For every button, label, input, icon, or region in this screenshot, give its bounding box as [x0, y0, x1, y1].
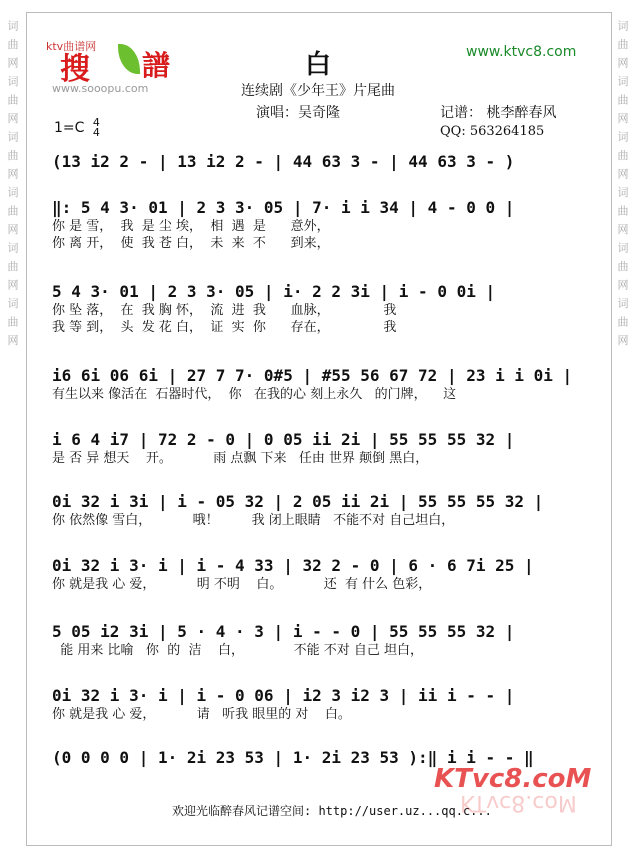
- footer-text[interactable]: 欢迎光临醉春风记谱空间: http://user.uz...qq.c...: [172, 804, 492, 818]
- lyric-line: 你 依然像 雪白， 哦！ 我 闭上眼睛 不能不对 自己坦白，: [52, 513, 455, 528]
- score-row: [52, 430, 582, 467]
- score-row: [52, 198, 582, 252]
- logo-second-char: 譜: [142, 49, 171, 82]
- notation-line: 5 05 i2 3i | 5 · 4 · 3 | i - - 0 | 55 55 55 32 |: [52, 622, 515, 641]
- lyric-line: 我 等 到， 头 发 花 白， 证 实 你 存在， 我: [52, 320, 397, 335]
- score-row: [52, 492, 582, 529]
- logo-url: www.sooopu.com: [52, 82, 149, 95]
- score-row: [52, 152, 582, 172]
- lyric-line: 你 就是我 心 爱， 请 听我 眼里的 对 白。: [52, 707, 351, 722]
- notation-line: 0i 32 i 3· i | i - 0 06 | i2 3 i2 3 | ii i - - |: [52, 686, 515, 705]
- logo-main-char: 搜: [60, 52, 90, 87]
- lyric-line: 是 否 异 想天 开。 雨 点飘 下来 任由 世界 颠倒 黑白，: [52, 451, 429, 466]
- notation-line: (0 0 0 0 | 1· 2i 23 53 | 1· 2i 23 53 ):‖ i i - - ‖: [52, 748, 534, 767]
- score-row: [52, 366, 582, 403]
- lyric-line: 你 就是我 心 爱， 明 不明 白。 还 有 什么 色彩，: [52, 577, 432, 592]
- lyric-line: 你 离 开， 使 我 苍 白， 未 来 不 到来，: [52, 236, 330, 251]
- score-row: [52, 556, 582, 593]
- notation-line: 5 4 3· 01 | 2 3 3· 05 | i· 2 2 3i | i - 0 0i |: [52, 282, 496, 301]
- song-title: 白: [304, 50, 331, 80]
- lyric-line: 你 坠 落， 在 我 胸 怀， 流 进 我 血脉， 我: [52, 303, 397, 318]
- key-signature: [54, 118, 100, 138]
- key-label: 1=C: [54, 120, 85, 136]
- lyric-line: 你 是 雪， 我 是 尘 埃， 相 遇 是 意外，: [52, 219, 330, 234]
- notation-line: 0i 32 i 3· i | i - 4 33 | 32 2 - 0 | 6 · 6 7i 25 |: [52, 556, 534, 575]
- lyric-line: 有生以来 像活在 石器时代， 你 在我的心 刻上永久 的门牌， 这: [52, 387, 457, 402]
- lyric-line: 能 用来 比喻 你 的 洁 白， 不能 不对 自己 坦白，: [52, 643, 423, 658]
- notation-line: 0i 32 i 3i | i - 05 32 | 2 05 ii 2i | 55 55 55 32 |: [52, 492, 544, 511]
- side-watermark-right: 词 曲 网 词 曲 网 词 曲 网 词 曲 网 词 曲 网 词 曲 网: [616, 20, 629, 348]
- notation-line: i 6 4 i7 | 72 2 - 0 | 0 05 ii 2i | 55 55 55 32 |: [52, 430, 515, 449]
- time-signature: [93, 118, 100, 138]
- watermark-reflection: KTvc8.coM: [460, 790, 577, 815]
- notation-line: ‖: 5 4 3· 01 | 2 3 3· 05 | 7· i i 34 | 4 - 0 0 |: [52, 198, 515, 217]
- qq-number: QQ: 563264185: [440, 124, 545, 139]
- score-row: [52, 282, 582, 336]
- score-row: [52, 686, 582, 723]
- singer-credit: 演唱：吴奇隆: [256, 105, 340, 121]
- notation-line: (13 i2 2 - | 13 i2 2 - | 44 63 3 - | 44 63 3 - ): [52, 152, 515, 171]
- logo-top-text: ktv曲谱网: [46, 40, 97, 53]
- watermark-logo: KTvc8.coM: [434, 764, 592, 794]
- time-unit: 4: [92, 126, 100, 139]
- song-subtitle: 连续剧《少年王》片尾曲: [241, 83, 395, 99]
- site-url[interactable]: www.ktvc8.com: [466, 44, 577, 60]
- time-beats: 4: [92, 116, 100, 129]
- score-row: [52, 622, 582, 659]
- side-watermark-left: 词 曲 网 词 曲 网 词 曲 网 词 曲 网 词 曲 网 词 曲 网: [6, 20, 19, 348]
- notation-line: i6 6i 06 6i | 27 7 7· 0#5 | #55 56 67 72 | 23 i i 0i |: [52, 366, 573, 385]
- transcriber-credit: 记谱： 桃李醉春风: [440, 105, 557, 121]
